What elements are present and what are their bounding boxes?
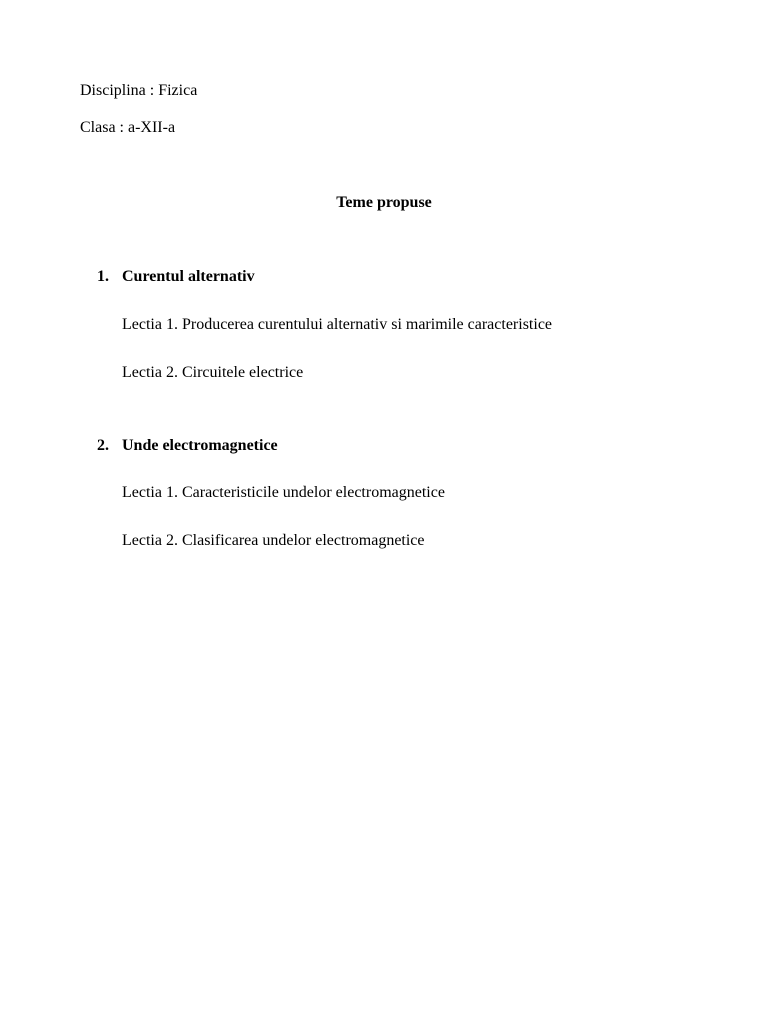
topic-1-lesson-2: Lectia 2. Circuitele electrice bbox=[122, 364, 304, 381]
topic-1-title: Curentul alternativ bbox=[122, 268, 255, 285]
topic-1-lesson-1: Lectia 1. Producerea curentului alternativ si marimile caracteristice bbox=[122, 316, 553, 333]
discipline-line: Disciplina : Fizica bbox=[80, 82, 198, 99]
topic-1-number: 1. bbox=[97, 268, 109, 285]
topic-2-number: 2. bbox=[97, 437, 109, 454]
topic-2-lesson-2: Lectia 2. Clasificarea undelor electromagnetice bbox=[122, 532, 425, 549]
topic-2-title: Unde electromagnetice bbox=[122, 437, 278, 454]
document-title: Teme propuse bbox=[336, 194, 432, 211]
class-line: Clasa : a-XII-a bbox=[80, 119, 176, 136]
topic-2-lesson-1: Lectia 1. Caracteristicile undelor electromagnetice bbox=[122, 484, 445, 501]
